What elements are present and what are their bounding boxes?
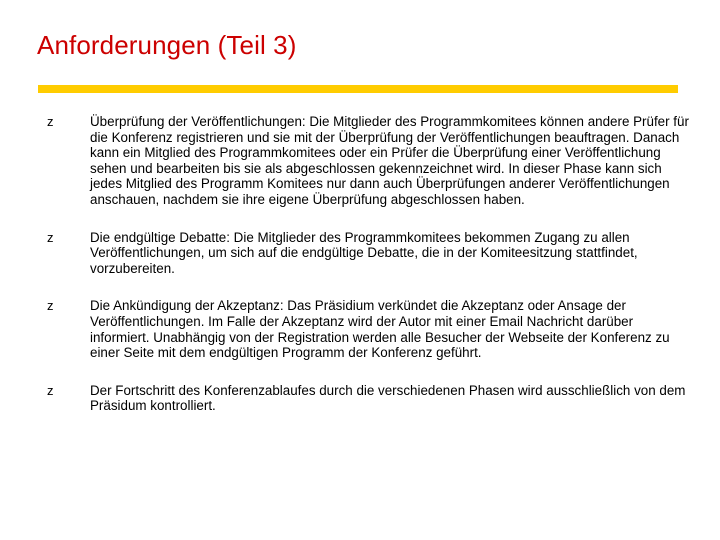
bullet-icon: z (47, 229, 54, 245)
bullet-text: Überprüfung der Veröffentlichungen: Die Mitglieder des Programmkomitees können andere Prüfer für die Konferenz registrieren und sie mit der Überprüfung der Veröffentlichungen beauftragen. Danach kann ein Mitglied des Programmkomitees oder ein Prüfer die Überprüfung einer Veröffentlichung sehen und bearbeiten bis sie als abgeschlossen gekennzeichnet wird. In dieser Phase kann sich jedes Mitglied des Programm Komitees nur dann auch Überprüfungen anderer Veröffentlichungen anschauen, nachdem sie ihre eigene Überprüfung abgeschlossen haben. (90, 114, 689, 207)
slide-title: Anforderungen (Teil 3) (37, 30, 297, 60)
bullet-text: Die endgültige Debatte: Die Mitglieder des Programmkomitees bekommen Zugang zu allen Veröffentlichungen, um sich auf die endgültige Debatte, die in der Komiteesitzung stattfindet, vorzubereiten. (90, 229, 638, 276)
bullet-text: Der Fortschritt des Konferenzablaufes durch die verschiedenen Phasen wird ausschließlich von dem Präsidum kontrolliert. (90, 382, 686, 414)
bullet-item (47, 114, 697, 208)
bullet-list (47, 114, 697, 436)
bullet-item (47, 383, 697, 414)
bullet-item (47, 230, 697, 277)
bullet-text: Die Ankündigung der Akzeptanz: Das Präsidium verkündet die Akzeptanz oder Ansage der Veröffentlichungen. Im Falle der Akzeptanz wird der Autor mit einer Email Nachricht darüber informiert. Unabhängig von der Registration werden alle Besucher der Webseite der Konferenz zu einer Seite mit dem endgültigen Programm der Konferenz geführt. (90, 298, 670, 361)
bullet-icon: z (47, 298, 54, 314)
bullet-icon: z (47, 382, 54, 398)
title-underline-bar (38, 85, 678, 93)
bullet-item (47, 298, 697, 360)
bullet-icon: z (47, 114, 54, 129)
